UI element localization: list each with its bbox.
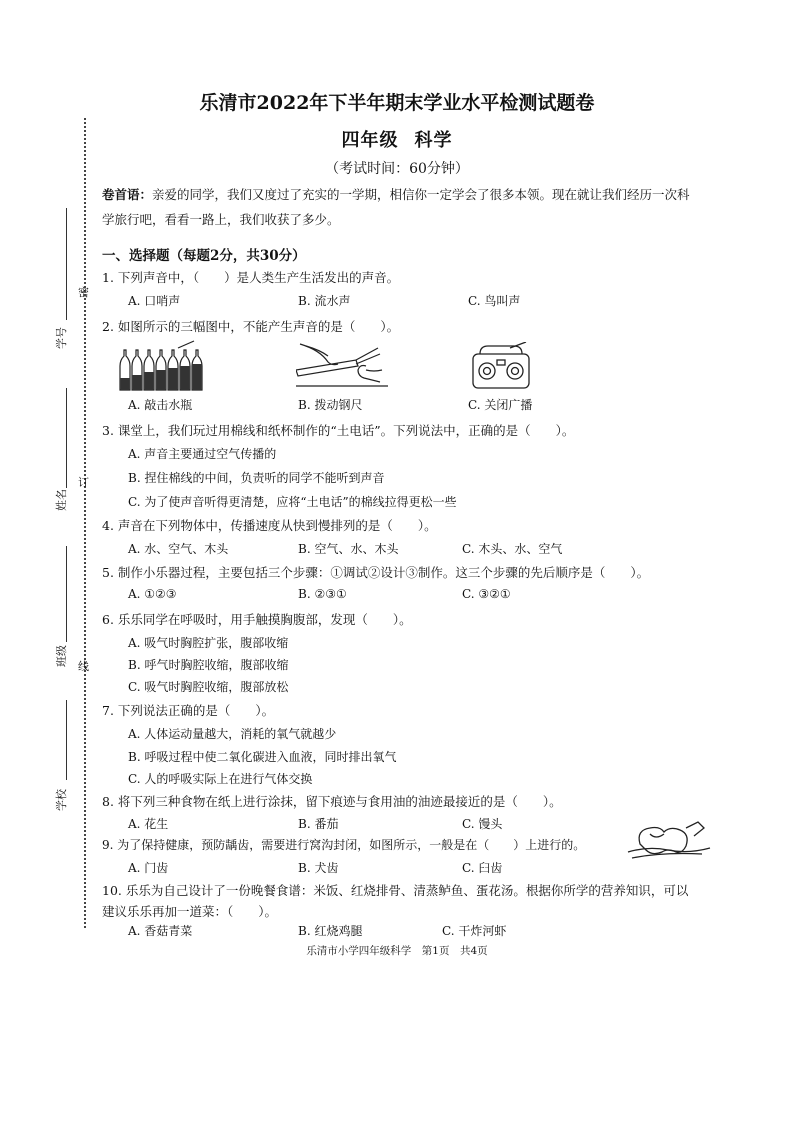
q4-option-a[interactable]: A. 水、空气、木头 bbox=[128, 542, 229, 556]
student-id-blank[interactable] bbox=[66, 208, 67, 320]
subject-label: 科学 bbox=[414, 130, 453, 151]
question-5: 5. 制作小乐器过程，主要包括三个步骤：①调试②设计③制作。这三个步骤的先后顺序是（ ）。 bbox=[102, 565, 650, 580]
question-3: 3. 课堂上，我们玩过用棉线和纸杯制作的“土电话”。下列说法中，正确的是（ ）。 bbox=[102, 423, 575, 438]
question-6: 6. 乐乐同学在呼吸时，用手触摸胸腹部，发现（ ）。 bbox=[102, 612, 412, 627]
question-9: 9. 为了保持健康，预防龋齿，需要进行窝沟封闭，如图所示，一般是在（ ）上进行的。 bbox=[102, 838, 586, 852]
q10-option-a[interactable]: A. 香菇青菜 bbox=[128, 924, 193, 938]
q3-option-c[interactable]: C. 为了使声音听得更清楚，应将“土电话”的棉线拉得更松一些 bbox=[128, 495, 457, 509]
school-label: 学校 bbox=[55, 789, 68, 811]
q1-option-a[interactable]: A. 口哨声 bbox=[128, 294, 181, 308]
q6-option-b[interactable]: B. 呼气时胸腔收缩，腹部收缩 bbox=[128, 658, 289, 672]
q9-option-b[interactable]: B. 犬齿 bbox=[298, 861, 339, 875]
question-1: 1. 下列声音中，（ ）是人类生产生活发出的声音。 bbox=[102, 270, 400, 285]
preface bbox=[102, 182, 702, 232]
school-blank[interactable] bbox=[66, 700, 67, 780]
name-blank[interactable] bbox=[66, 388, 67, 488]
q4-option-b[interactable]: B. 空气、水、木头 bbox=[298, 542, 399, 556]
preface-text: 亲爱的同学，我们又度过了充实的一学期，相信你一定学会了很多本领。现在就让我们经历一次科学旅行吧，看看一路上，我们收获了多少。 bbox=[102, 187, 690, 227]
question-4: 4. 声音在下列物体中，传播速度从快到慢排列的是（ ）。 bbox=[102, 518, 437, 533]
q5-option-a[interactable]: A. ①②③ bbox=[128, 587, 177, 601]
radio-figure bbox=[470, 342, 532, 392]
exam-subtitle bbox=[0, 126, 794, 152]
q4-option-c[interactable]: C. 木头、水、空气 bbox=[462, 542, 563, 556]
q7-option-c[interactable]: C. 人的呼吸实际上在进行气体交换 bbox=[128, 772, 313, 786]
question-2: 2. 如图所示的三幅图中，不能产生声音的是（ ）。 bbox=[102, 319, 400, 334]
class-label: 班级 bbox=[55, 645, 68, 667]
student-id-label: 学号 bbox=[55, 327, 68, 349]
q2-option-b[interactable]: B. 拨动钢尺 bbox=[298, 398, 363, 412]
q7-option-b[interactable]: B. 呼吸过程中使二氧化碳进入血液，同时排出氧气 bbox=[128, 750, 397, 764]
section-title: 一、选择题（每题2分，共30分） bbox=[102, 248, 306, 264]
question-7: 7. 下列说法正确的是（ ）。 bbox=[102, 703, 275, 718]
q9-option-a[interactable]: A. 门齿 bbox=[128, 861, 169, 875]
q10-option-b[interactable]: B. 红烧鸡腿 bbox=[298, 924, 363, 938]
q1-option-c[interactable]: C. 鸟叫声 bbox=[468, 294, 521, 308]
q3-option-b[interactable]: B. 捏住棉线的中间，负责听的同学不能听到声音 bbox=[128, 471, 385, 485]
q5-option-c[interactable]: C. ③②① bbox=[462, 587, 511, 601]
question-10: 10. 乐乐为自己设计了一份晚餐食谱：米饭、红烧排骨、清蒸鲈鱼、蛋花汤。根据你所学的营养知识，可以建议乐乐再加一道菜：（ ）。 bbox=[102, 883, 689, 919]
exam-time: （考试时间：60分钟） bbox=[325, 161, 469, 177]
q8-option-a[interactable]: A. 花生 bbox=[128, 817, 169, 831]
q6-option-c[interactable]: C. 吸气时胸腔收缩，腹部放松 bbox=[128, 680, 289, 694]
q10-option-c[interactable]: C. 干炸河虾 bbox=[442, 924, 507, 938]
q8-option-b[interactable]: B. 番茄 bbox=[298, 817, 339, 831]
name-label: 姓名 bbox=[55, 489, 68, 511]
binding-dotted-line bbox=[84, 118, 86, 928]
q1-option-b[interactable]: B. 流水声 bbox=[298, 294, 351, 308]
water-bottles-figure bbox=[118, 340, 210, 392]
q2-option-c[interactable]: C. 关闭广播 bbox=[468, 398, 533, 412]
steel-ruler-figure bbox=[296, 340, 388, 392]
class-blank[interactable] bbox=[66, 546, 67, 642]
q3-option-a[interactable]: A. 声音主要通过空气传播的 bbox=[128, 447, 277, 461]
q2-option-a[interactable]: A. 敲击水瓶 bbox=[128, 398, 193, 412]
q6-option-a[interactable]: A. 吸气时胸腔扩张，腹部收缩 bbox=[128, 636, 289, 650]
seal-char-xian: 线 bbox=[78, 660, 89, 673]
seal-char-mi: 密 bbox=[78, 286, 89, 299]
seal-char-ding: 订 bbox=[78, 476, 89, 489]
q8-option-c[interactable]: C. 馒头 bbox=[462, 817, 503, 831]
question-8: 8. 将下列三种食物在纸上进行涂抹，留下痕迹与食用油的油迹最接近的是（ ）。 bbox=[102, 794, 562, 809]
q7-option-a[interactable]: A. 人体运动量越大，消耗的氧气就越少 bbox=[128, 727, 337, 741]
page-footer: 乐清市小学四年级科学 第1页 共4页 bbox=[306, 945, 488, 957]
preface-label: 卷首语： bbox=[102, 187, 153, 202]
exam-title: 乐清市2022年下半年期末学业水平检测试题卷 bbox=[199, 92, 595, 114]
grade-label: 四年级 bbox=[341, 130, 399, 151]
tooth-figure bbox=[626, 818, 712, 860]
q9-option-c[interactable]: C. 臼齿 bbox=[462, 861, 503, 875]
q5-option-b[interactable]: B. ②③① bbox=[298, 587, 347, 601]
